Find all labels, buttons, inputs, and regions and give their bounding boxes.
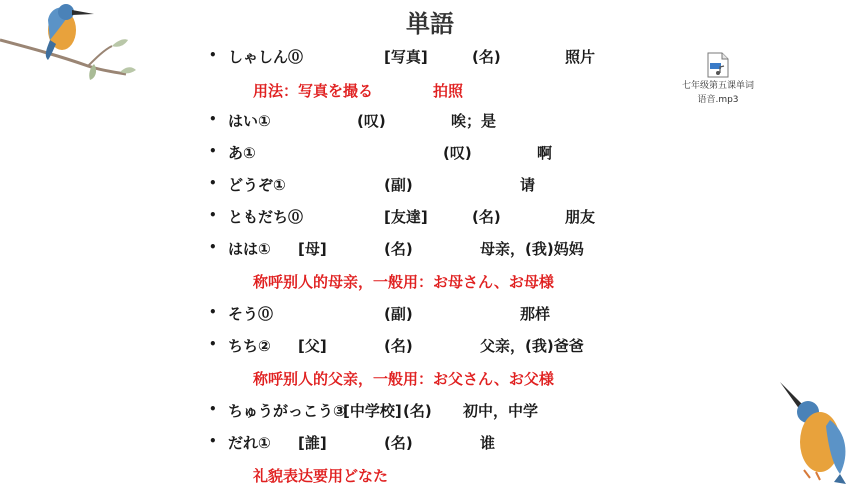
vocab-meaning: 谁 xyxy=(480,434,496,452)
file-name-line2: 语音.mp3 xyxy=(697,95,739,105)
kingfisher-illustration-bottom-right xyxy=(770,378,860,484)
vocab-meaning: 初中，中学 xyxy=(463,402,539,420)
usage-note: 称呼别人的父亲，一般用：お父さん、お父様 xyxy=(253,370,554,388)
vocab-meaning: 朋友 xyxy=(565,208,596,226)
vocab-kanji: [写真] xyxy=(384,48,428,66)
vocab-word: ちゅうがっこう③ xyxy=(228,402,346,420)
vocab-kanji: (副) xyxy=(384,305,413,323)
vocab-pos: (名) xyxy=(384,434,413,452)
vocab-pos: (名) xyxy=(384,337,413,355)
vocab-word: はは① xyxy=(228,240,271,258)
vocab-pos: (名) xyxy=(472,48,501,66)
vocab-word: ちち② xyxy=(228,337,271,355)
vocab-word: だれ① xyxy=(228,434,271,452)
audio-file-icon xyxy=(707,52,729,78)
vocab-pos: (名) xyxy=(384,240,413,258)
vocab-word: あ① xyxy=(228,144,256,162)
vocab-meaning: 照片 xyxy=(565,48,596,66)
vocab-pos: (名) xyxy=(472,208,501,226)
kingfisher-illustration-top-left xyxy=(0,0,140,84)
vocab-kanji: (叹) xyxy=(357,112,386,130)
vocab-word: はい① xyxy=(228,112,271,130)
vocab-kanji: [母] xyxy=(298,240,327,258)
page-title: 単語 xyxy=(406,10,454,38)
vocab-meaning: 父亲，(我)爸爸 xyxy=(480,337,584,355)
vocab-word: そう⓪ xyxy=(228,305,274,323)
vocab-meaning: 请 xyxy=(520,176,536,194)
vocab-kanji: [父] xyxy=(298,337,327,355)
audio-file-attachment[interactable] xyxy=(674,52,762,106)
usage-note-label: 用法：写真を撮る xyxy=(253,82,374,100)
file-name-line1: 七年级第五课单词 xyxy=(681,81,754,91)
usage-note: 礼貌表达要用どなた xyxy=(253,467,389,485)
vocab-kanji: (副) xyxy=(384,176,413,194)
vocab-meaning: 那样 xyxy=(520,305,551,323)
vocab-pos: (叹) xyxy=(443,144,472,162)
vocab-word: ともだち⓪ xyxy=(228,208,304,226)
vocab-kanji: [中学校] xyxy=(343,402,402,420)
vocab-meaning: 母亲，(我)妈妈 xyxy=(480,240,584,258)
vocab-kanji: [誰] xyxy=(298,434,327,452)
vocab-meaning: 啊 xyxy=(537,144,553,162)
vocab-word: どうぞ① xyxy=(228,176,286,194)
vocab-word: しゃしん⓪ xyxy=(228,48,304,66)
usage-note: 称呼别人的母亲，一般用：お母さん、お母様 xyxy=(253,273,554,291)
usage-note-meaning: 拍照 xyxy=(433,82,464,100)
vocab-pos: (名) xyxy=(403,402,432,420)
vocab-meaning: 唉；是 xyxy=(451,112,497,130)
vocab-kanji: [友達] xyxy=(384,208,428,226)
